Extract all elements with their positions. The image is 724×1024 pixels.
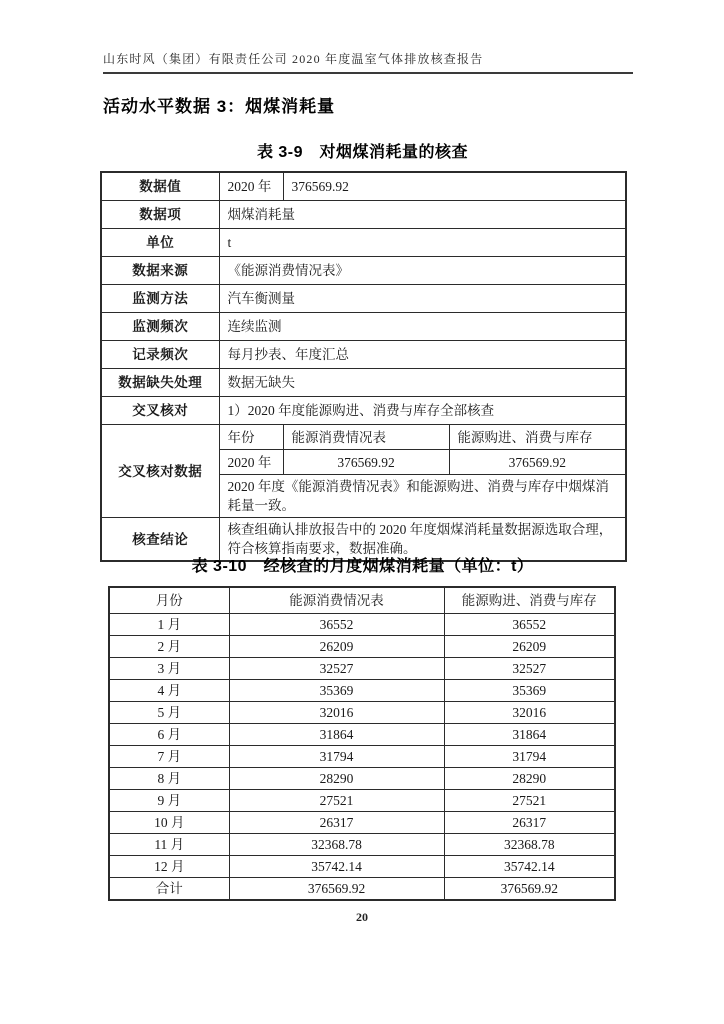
crosscheck-header-row: [101, 425, 626, 450]
table1-title: 表 3-9 对烟煤消耗量的核查: [256, 144, 469, 161]
table1-verification-table: [100, 171, 627, 562]
value-cell: 31864: [444, 724, 615, 746]
table-row: [109, 702, 615, 724]
row-label: 监测频次: [101, 313, 219, 341]
value-cell: 31864: [229, 724, 444, 746]
value-cell: 376569.92: [449, 450, 626, 475]
month-cell: 5 月: [109, 702, 229, 724]
table-row: [101, 369, 626, 397]
month-cell: 12 月: [109, 856, 229, 878]
value-cell: 376569.92: [229, 878, 444, 901]
value-cell: 32016: [229, 702, 444, 724]
table-row: [101, 285, 626, 313]
row-label: 监测方法: [101, 285, 219, 313]
value-cell: 汽车衡测量: [219, 285, 626, 313]
table-row: [109, 614, 615, 636]
table-row: [109, 680, 615, 702]
value-cell: 《能源消费情况表》: [219, 257, 626, 285]
value-cell: 376569.92: [444, 878, 615, 901]
month-cell: 11 月: [109, 834, 229, 856]
row-label: 核查结论: [101, 518, 219, 562]
value-cell: 27521: [229, 790, 444, 812]
row-label: 交叉核对: [101, 397, 219, 425]
month-cell: 6 月: [109, 724, 229, 746]
table-row: [101, 201, 626, 229]
value-cell: 32527: [229, 658, 444, 680]
row-label: 数据项: [101, 201, 219, 229]
table-row: [109, 636, 615, 658]
column-header: 能源消费情况表: [229, 587, 444, 614]
value-cell: 36552: [444, 614, 615, 636]
running-header: [103, 50, 633, 74]
month-cell: 7 月: [109, 746, 229, 768]
month-cell: 3 月: [109, 658, 229, 680]
value-cell: 连续监测: [219, 313, 626, 341]
table-row: [101, 257, 626, 285]
value-cell: 376569.92: [283, 172, 626, 201]
table-row: [101, 341, 626, 369]
table-row: [101, 172, 626, 201]
row-label: 单位: [101, 229, 219, 257]
table-row: [109, 768, 615, 790]
month-cell: 2 月: [109, 636, 229, 658]
month-cell: 1 月: [109, 614, 229, 636]
month-cell: 合计: [109, 878, 229, 901]
column-header: 能源购进、消费与库存: [449, 425, 626, 450]
column-header: 能源购进、消费与库存: [444, 587, 615, 614]
table-row: [109, 856, 615, 878]
row-label: 数据来源: [101, 257, 219, 285]
table-row: [101, 397, 626, 425]
table-row: [101, 313, 626, 341]
value-cell: 35369: [229, 680, 444, 702]
table-row: [109, 746, 615, 768]
row-label: 交叉核对数据: [101, 425, 219, 518]
month-cell: 10 月: [109, 812, 229, 834]
column-header: 能源消费情况表: [283, 425, 449, 450]
value-cell: 数据无缺失: [219, 369, 626, 397]
note-cell: 2020 年度《能源消费情况表》和能源购进、消费与库存中烟煤消耗量一致。: [219, 475, 626, 518]
table-row: [109, 834, 615, 856]
value-cell: 35742.14: [444, 856, 615, 878]
month-cell: 8 月: [109, 768, 229, 790]
value-cell: 376569.92: [283, 450, 449, 475]
table-row: [109, 812, 615, 834]
value-cell: 31794: [444, 746, 615, 768]
value-cell: 26209: [229, 636, 444, 658]
value-cell: 35369: [444, 680, 615, 702]
table2-title: 表 3-10 经核查的月度烟煤消耗量（单位：t）: [191, 558, 534, 575]
value-cell: t: [219, 229, 626, 257]
value-cell: 32368.78: [444, 834, 615, 856]
table-row: [109, 658, 615, 680]
total-row: [109, 878, 615, 901]
section-heading: 活动水平数据 3：烟煤消耗量: [103, 97, 336, 116]
value-cell: 26317: [444, 812, 615, 834]
column-header: 月份: [109, 587, 229, 614]
year-cell: 2020 年: [219, 450, 283, 475]
value-cell: 26209: [444, 636, 615, 658]
value-cell: 1）2020 年度能源购进、消费与库存全部核查: [219, 397, 626, 425]
table2-header-row: [109, 587, 615, 614]
value-cell: 32016: [444, 702, 615, 724]
value-cell: 32368.78: [229, 834, 444, 856]
month-cell: 4 月: [109, 680, 229, 702]
value-cell: 26317: [229, 812, 444, 834]
table-row: [109, 724, 615, 746]
value-cell: 烟煤消耗量: [219, 201, 626, 229]
value-cell: 36552: [229, 614, 444, 636]
table-row: [101, 229, 626, 257]
value-cell: 28290: [444, 768, 615, 790]
column-header: 年份: [219, 425, 283, 450]
conclusion-cell: 核查组确认排放报告中的 2020 年度烟煤消耗量数据源选取合理，符合核算指南要求，数据准确。: [219, 518, 626, 562]
value-cell: 35742.14: [229, 856, 444, 878]
year-cell: 2020 年: [219, 172, 283, 201]
table2-monthly-table: [108, 586, 616, 901]
value-cell: 27521: [444, 790, 615, 812]
month-cell: 9 月: [109, 790, 229, 812]
row-label: 数据值: [101, 172, 219, 201]
value-cell: 每月抄表、年度汇总: [219, 341, 626, 369]
row-label: 数据缺失处理: [101, 369, 219, 397]
value-cell: 28290: [229, 768, 444, 790]
value-cell: 32527: [444, 658, 615, 680]
running-header-title: 山东时风（集团）有限责任公司 2020 年度温室气体排放核查报告: [103, 52, 484, 66]
value-cell: 31794: [229, 746, 444, 768]
table-row: [109, 790, 615, 812]
page-number: 20: [356, 910, 368, 924]
row-label: 记录频次: [101, 341, 219, 369]
